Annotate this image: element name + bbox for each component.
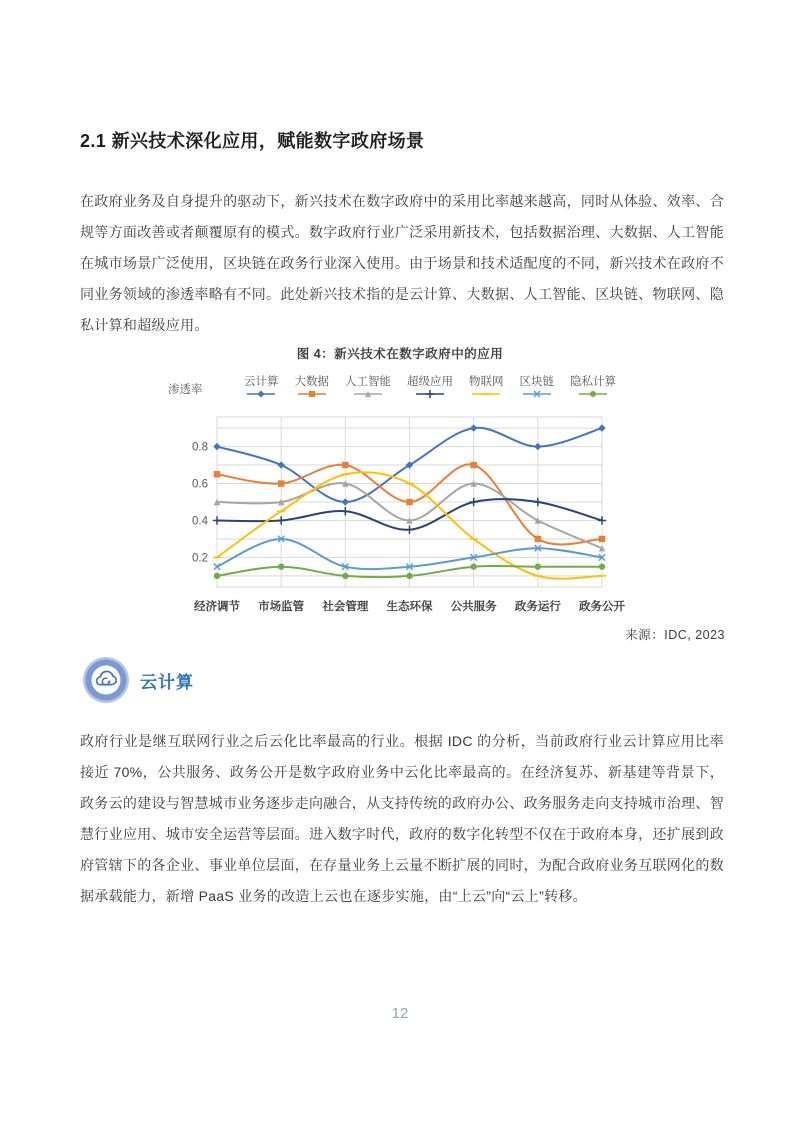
figure-block	[160, 344, 640, 621]
legend-marker	[297, 389, 327, 399]
legend-item	[244, 373, 279, 399]
legend-label: 隐私计算	[570, 376, 616, 388]
y-tick-label: 0.6	[192, 478, 208, 491]
data-point-marker	[277, 461, 284, 468]
x-tick-label: 经济调节	[194, 601, 240, 613]
x-tick-label: 公共服务	[450, 601, 497, 613]
data-point-marker	[599, 563, 605, 569]
x-tick-label: 市场监管	[258, 601, 305, 613]
page-number: 12	[391, 1005, 409, 1022]
legend-item	[469, 373, 504, 399]
chart-source: 来源：IDC, 2023	[625, 628, 725, 642]
data-point-marker	[598, 424, 605, 431]
legend-item	[295, 373, 330, 399]
y-tick-label: 0.4	[192, 515, 208, 528]
data-point-marker	[213, 443, 220, 450]
data-point-marker	[534, 443, 541, 450]
x-tick-label: 政务运行	[514, 601, 561, 613]
data-point-marker	[342, 462, 348, 468]
y-tick-label: 0.8	[192, 441, 208, 454]
data-point-marker	[342, 573, 348, 579]
legend-marker	[415, 389, 445, 399]
data-point-marker	[278, 563, 284, 569]
cloud-section-header	[82, 655, 194, 705]
legend-marker	[246, 389, 276, 399]
cloud-paragraph: 政府行业是继互联网行业之后云化比率最高的行业。根据 IDC 的分析，当前政府行业云计算应用比率接近 70%，公共服务、政务公开是数字政府业务中云化比率最高的。在经济复苏、新基建等背景下，政务云的建设与智慧城市业务逐步走向融合，从支持传统的政府办公、政务服务走向支持城市治理、智慧行业应用、城市安全运营等层面。进入数字时代，政府的数字化转型不仅在于政府本身，还扩展到政府管辖下的各企业、事业单位层面，在存量业务上云量不断扩展的同时，为配合政府业务互联网化的数据承载能力，新增 PaaS 业务的改造上云也在逐步实施，由“上云”向“云上”转移。	[80, 733, 724, 904]
legend-label: 超级应用	[407, 376, 453, 388]
legend-label: 云计算	[244, 376, 279, 388]
data-point-marker	[590, 391, 596, 397]
legend-label: 大数据	[294, 376, 329, 388]
data-point-marker	[214, 471, 220, 477]
section-heading: 2.1 新兴技术深化应用，赋能数字政府场景	[80, 131, 425, 151]
x-tick-label: 政务公开	[579, 601, 625, 613]
legend-item	[407, 373, 453, 399]
data-point-marker	[535, 563, 541, 569]
data-point-marker	[406, 573, 412, 579]
data-point-marker	[214, 573, 220, 579]
legend-marker	[578, 389, 608, 399]
data-point-marker	[309, 391, 315, 397]
cloud-sync-icon	[82, 656, 130, 704]
legend-item	[570, 373, 616, 399]
legend-item	[345, 373, 391, 399]
data-point-marker	[342, 498, 349, 505]
legend-marker	[353, 389, 383, 399]
legend-label: 区块链	[519, 376, 554, 388]
legend-label: 物联网	[469, 376, 504, 388]
line-chart	[160, 409, 640, 621]
legend-label: 人工智能	[345, 376, 391, 388]
intro-paragraph: 在政府业务及自身提升的驱动下，新兴技术在数字政府中的采用比率越来越高，同时从体验、效率、合规等方面改善或者颠覆原有的模式。数字政府行业广泛采用新技术，包括数据治理、大数据、人工智能在城市场景广泛使用，区块链在政务行业深入使用。由于场景和技术适配度的不同，新兴技术在政府不同业务领域的渗透率略有不同。此处新兴技术指的是云计算、大数据、人工智能、区块链、物联网、隐私计算和超级应用。	[80, 193, 724, 333]
legend-marker	[471, 389, 501, 399]
data-point-marker	[470, 424, 477, 431]
data-point-marker	[535, 536, 541, 542]
data-point-marker	[406, 499, 412, 505]
legend-item	[520, 373, 555, 399]
data-point-marker	[278, 480, 284, 486]
y-axis-label: 渗透率	[168, 384, 203, 396]
data-point-marker	[470, 563, 476, 569]
legend-marker	[522, 389, 552, 399]
figure-title: 图 4：新兴技术在数字政府中的应用	[296, 347, 504, 361]
data-point-marker	[599, 536, 605, 542]
data-point-marker	[258, 391, 265, 398]
y-tick-label: 0.2	[192, 552, 208, 565]
chart-legend	[160, 373, 640, 399]
x-tick-label: 社会管理	[322, 601, 369, 613]
cloud-section-label: 云计算	[140, 672, 194, 692]
x-tick-label: 生态环保	[386, 601, 433, 613]
data-point-marker	[470, 462, 476, 468]
